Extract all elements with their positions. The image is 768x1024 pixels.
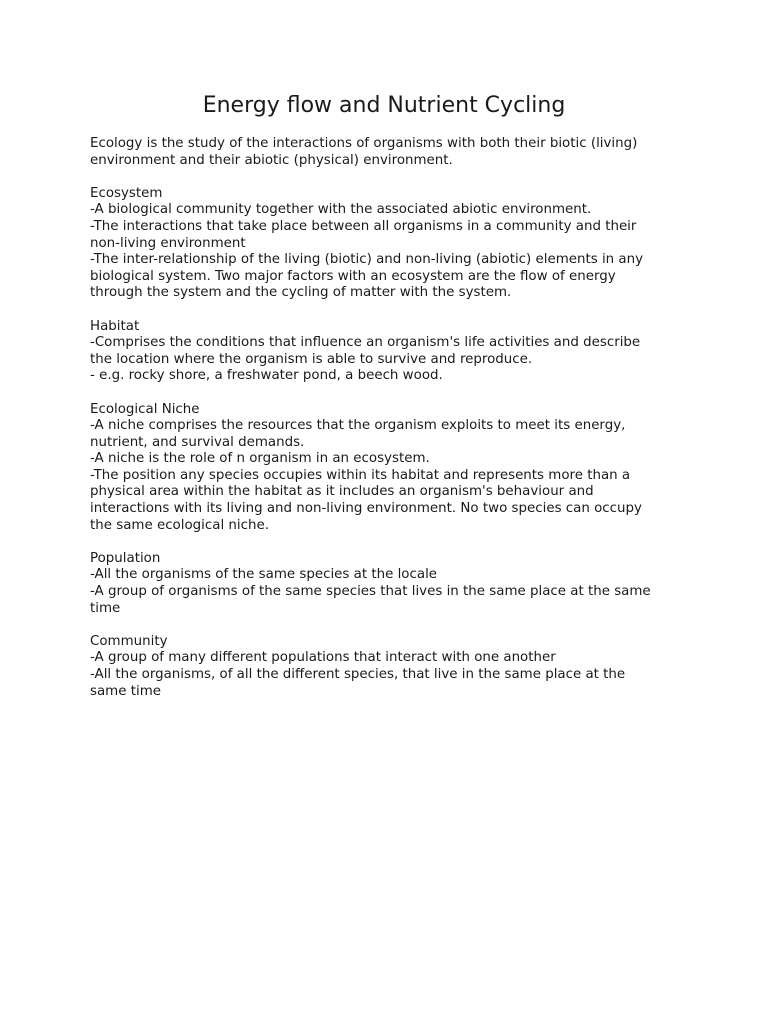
- section-line: -All the organisms of the same species at the locale: [90, 567, 438, 583]
- intro-paragraph: [90, 136, 690, 169]
- section-line: -A biological community together with the associated abiotic environment.: [90, 202, 592, 218]
- section-line: -A niche is the role of n organism in an ecosystem.: [90, 451, 430, 467]
- intro-line: environment and their abiotic (physical) environment.: [90, 152, 453, 168]
- section-line: time: [90, 600, 121, 616]
- section-heading: Habitat: [90, 318, 140, 334]
- section-line: -All the organisms, of all the different species, that live in the same place at the: [90, 667, 626, 682]
- section-line: -The position any species occupies within its habitat and represents more than a: [90, 467, 631, 483]
- section-line: -The inter-relationship of the living (biotic) and non-living (abiotic) elements in any: [90, 252, 644, 268]
- section-line: physical area within the habitat as it includes an organism's behaviour and: [90, 484, 594, 500]
- section-heading: Population: [90, 550, 161, 566]
- section-line: - e.g. rocky shore, a freshwater pond, a beech wood.: [90, 368, 443, 384]
- section-line: -A niche comprises the resources that the organism exploits to meet its energy,: [90, 418, 626, 434]
- section-line: the same ecological niche.: [90, 517, 269, 533]
- intro-line: Ecology is the study of the interactions of organisms with both their biotic (living): [90, 136, 638, 151]
- section-line: through the system and the cycling of matter with the system.: [90, 285, 512, 301]
- section-heading: Community: [90, 633, 168, 649]
- section-line: nutrient, and survival demands.: [90, 434, 305, 450]
- section-habitat: [90, 319, 690, 385]
- section-line: interactions with its living and non-living environment. No two species can occupy: [90, 501, 642, 517]
- section-community: [90, 634, 690, 700]
- section-heading: Ecological Niche: [90, 401, 200, 417]
- section-line: non-living environment: [90, 235, 246, 251]
- section-line: same time: [90, 683, 161, 699]
- section-heading: Ecosystem: [90, 185, 163, 201]
- section-line: -A group of organisms of the same species that lives in the same place at the same: [90, 584, 651, 600]
- section-line: -Comprises the conditions that influence an organism's life activities and describe: [90, 335, 641, 351]
- section-line: biological system. Two major factors with an ecosystem are the flow of energy: [90, 268, 616, 284]
- document-body: [90, 136, 690, 717]
- section-ecological-niche: [90, 402, 690, 535]
- document-title: Energy flow and Nutrient Cycling: [202, 93, 566, 118]
- section-population: [90, 551, 690, 617]
- section-line: -A group of many different populations that interact with one another: [90, 650, 556, 666]
- section-line: the location where the organism is able to survive and reproduce.: [90, 351, 533, 367]
- section-ecosystem: [90, 186, 690, 302]
- section-line: -The interactions that take place between all organisms in a community and their: [90, 218, 637, 234]
